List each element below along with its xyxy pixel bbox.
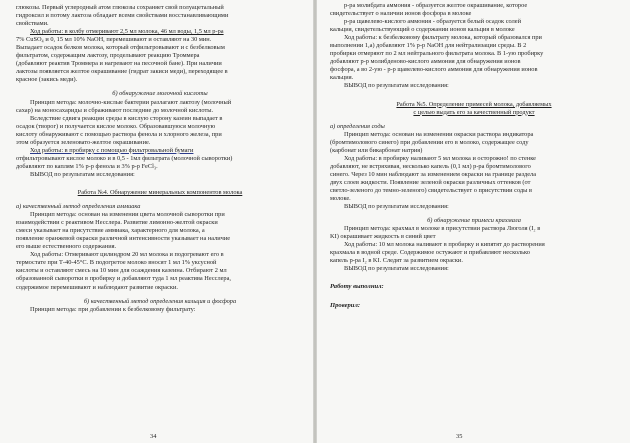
text-line: лактозы появляется желтое окрашивание (гидрат закиси меди), переходящее в	[16, 68, 228, 76]
text-line: молоке.	[330, 195, 351, 203]
text-line: р-ра молибдата аммония - образуется желтое окрашивание, которое	[344, 2, 528, 9]
signature-label-performed: Работу выполнил:	[330, 283, 384, 291]
text-line: свойствами.	[16, 20, 49, 28]
text-line: его выше естественного содержания.	[16, 243, 117, 251]
text-line: синего. Через 10 мин наблюдают за изменением окраски на границе раздела	[330, 170, 537, 178]
text-line: кислоту обнаруживают с помощью раствора фенола и хлорного железа, при	[16, 130, 222, 138]
text-line: Принцип метода: основан на изменении цвета молочной сыворотки при	[30, 211, 225, 219]
text-line: (бромтимолового синего) при добавлении его в молоко, содержащее соду	[330, 138, 529, 146]
text-line: р-ра щавелево-кислого аммония - образуется белый осадок солей	[344, 18, 521, 26]
section-heading: б) качественный метод определения кальция и фосфора	[83, 297, 237, 305]
text-line: Ход работы: Отмеривают цилиндром 20 мл молока и подогревают его в	[30, 251, 224, 259]
text-line: свидетельствует о наличии ионов фосфора в молоке	[330, 10, 472, 18]
text-line: кислоты и оставляют смесь на 10 мин для осаждения казеина. Отбирают 2 мл	[16, 267, 227, 275]
conclusion-label: ВЫВОД по результатам исследования:	[30, 170, 135, 178]
text-line: Ход работы: в пробирку наливают 5 мл молока и осторожно! по стенке	[344, 154, 536, 162]
section-heading: б) обнаружение молочной кислоты	[112, 90, 208, 98]
conclusion-label: ВЫВОД по результатам исследования:	[344, 265, 449, 273]
text-line: кальция, свидетельствующий о содержании ионов кальция в молоке	[330, 26, 515, 34]
text-line: сахар) на моносахариды и сбраживают последние до молочной кислоты.	[16, 106, 214, 114]
text-line: взаимодействии с реактивом Несслера. Развитие лимонно-желтой окраски	[16, 219, 218, 227]
text-line: выполнении 1,а) добавляют 1% р-р NaOH для нейтрализации среды. В 2	[330, 42, 527, 50]
text-line: содержимое перемешивают и наблюдают развитие окраски.	[16, 283, 178, 291]
text-line: Принцип метода: крахмал в молоке в присутствии раствора Люголя (I₂ в	[344, 225, 541, 233]
text-line: добавляют по каплям 1% р-р фенола и 3% р-р FeCl₃.	[16, 162, 158, 170]
section-heading: а) определения соды	[330, 122, 385, 130]
text-line: добавляют р-р молибденово-кислого аммония для обнаружения ионов	[330, 58, 521, 66]
left-page	[0, 0, 314, 443]
text-line: Ход работы: 10 мл молока наливают в пробирку и кипятят до растворения	[344, 241, 545, 249]
text-line: фосфора, а во 2-ую - р-р щавелево-кислого аммония для обнаружения ионов	[330, 66, 538, 74]
page-number: 34	[150, 433, 157, 440]
text-line: двух слоев жидкости. Появление зеленой окраски различных оттенков (от	[330, 178, 531, 186]
signature-label-checked: Проверил:	[330, 301, 361, 309]
text-line: Ход работы: к безбелковому фильтрату молока, который образовался при	[344, 34, 542, 42]
text-line: гидроксил и потому лактоза обладает всеми свойствами восстанавливающими	[16, 12, 229, 20]
text-line: пробирки отмеряют по 2 мл нейтрального фильтрата молока. В 1-ую пробирку	[330, 50, 544, 58]
text-line: отфильтровывают кислое молоко и в 0,5 - 1мл фильтрата (молочной сыворотки)	[16, 154, 233, 162]
text-line: фильтратом, содержащим лактозу, проделывают реакцию Троммера	[16, 52, 200, 60]
text-line: термостате при Т-40-45°С. В подогретое молоко вносят 1 мл 1% уксусной	[16, 259, 217, 267]
text-line: Ход работы: в колбу отмеривают 2,5 мл молока, 46 мл воды, 1,5 мл р-ра	[30, 28, 224, 36]
work-heading: с целью выдать его за качественный продукт	[413, 108, 535, 116]
text-line: 7% CuSO₄ и 0, 15 мл 10% NaOH, перемешивают и оставляют на 30 мин.	[16, 36, 212, 44]
text-line: KI) окрашивает жидкость в синий цвет	[330, 233, 436, 241]
text-line: (добавляют реактив Троммера и нагревают на песочной бане). При наличии	[16, 60, 222, 68]
work-heading: Работа №4. Обнаружение минеральных компонентов молока	[77, 188, 243, 196]
section-heading: а) качественный метод определения аммиака	[16, 203, 141, 211]
page-number: 35	[456, 433, 463, 440]
text-line: Принцип метода: молочно-кислые бактерии разлагают лактозу (молочный	[30, 98, 232, 106]
conclusion-label: ВЫВОД по результатам исследования:	[344, 203, 449, 211]
text-line: Принцип метода: основан на изменении окраски раствора индикатора	[344, 130, 534, 138]
text-line: крахмала в водной среде. Содержимое остужают и прибавляют несколько	[330, 249, 530, 257]
text-line: Ход работы: в пробирку с помощью фильтровальной бумаги	[30, 146, 194, 154]
text-line: светло-зеленого до темно-зеленого) свидетельствует о присутствии соды в	[330, 186, 533, 194]
text-line: появление оранжевой окраски различной интенсивности указывает на наличие	[16, 235, 231, 243]
conclusion-label: ВЫВОД по результатам исследования:	[344, 82, 449, 90]
text-line: красное (закись меди).	[16, 76, 78, 84]
text-line: Вследствие сдвига реакции среды в кислую сторону казеин выпадает в	[30, 114, 223, 122]
text-line: глюкозы. Первый углеродный атом глюкозы сохраняет свой полуацетальный	[16, 4, 224, 11]
text-line: кальция.	[330, 74, 354, 82]
text-line: этом образуется зеленовато-желтое окрашивание.	[16, 138, 151, 146]
section-heading: б) обнаружение примеси крахмала	[427, 217, 521, 225]
text-line: образованной сыворотки в пробирку и добавляют туда 1 мл реактива Несслера,	[16, 275, 232, 283]
text-line: Принцип метода: при добавлении к безбелковому фильтрату:	[30, 305, 196, 313]
text-line: Выпадает осадок белков молока, который отфильтровывают и с безбелковым	[16, 44, 225, 52]
right-page	[316, 0, 630, 443]
text-line: капель р-ра I₂ в KI. Следят за развитием окраски.	[330, 257, 463, 265]
text-line: смеси указывает на присутствие аммиака, характерного для молока, а	[16, 227, 205, 235]
work-heading: Работа №5. Определение примесей молока, добавляемых	[396, 100, 552, 108]
text-line: добавляют, не встряхивая, несколько капель (0,1 мл) р-ра бромтимолового	[330, 162, 531, 170]
text-line: осадок (творог) и получается кислое молоко. Образовавшуюся молочную	[16, 122, 216, 130]
text-line: (карбонат или бикарбонат натрия)	[330, 146, 423, 154]
